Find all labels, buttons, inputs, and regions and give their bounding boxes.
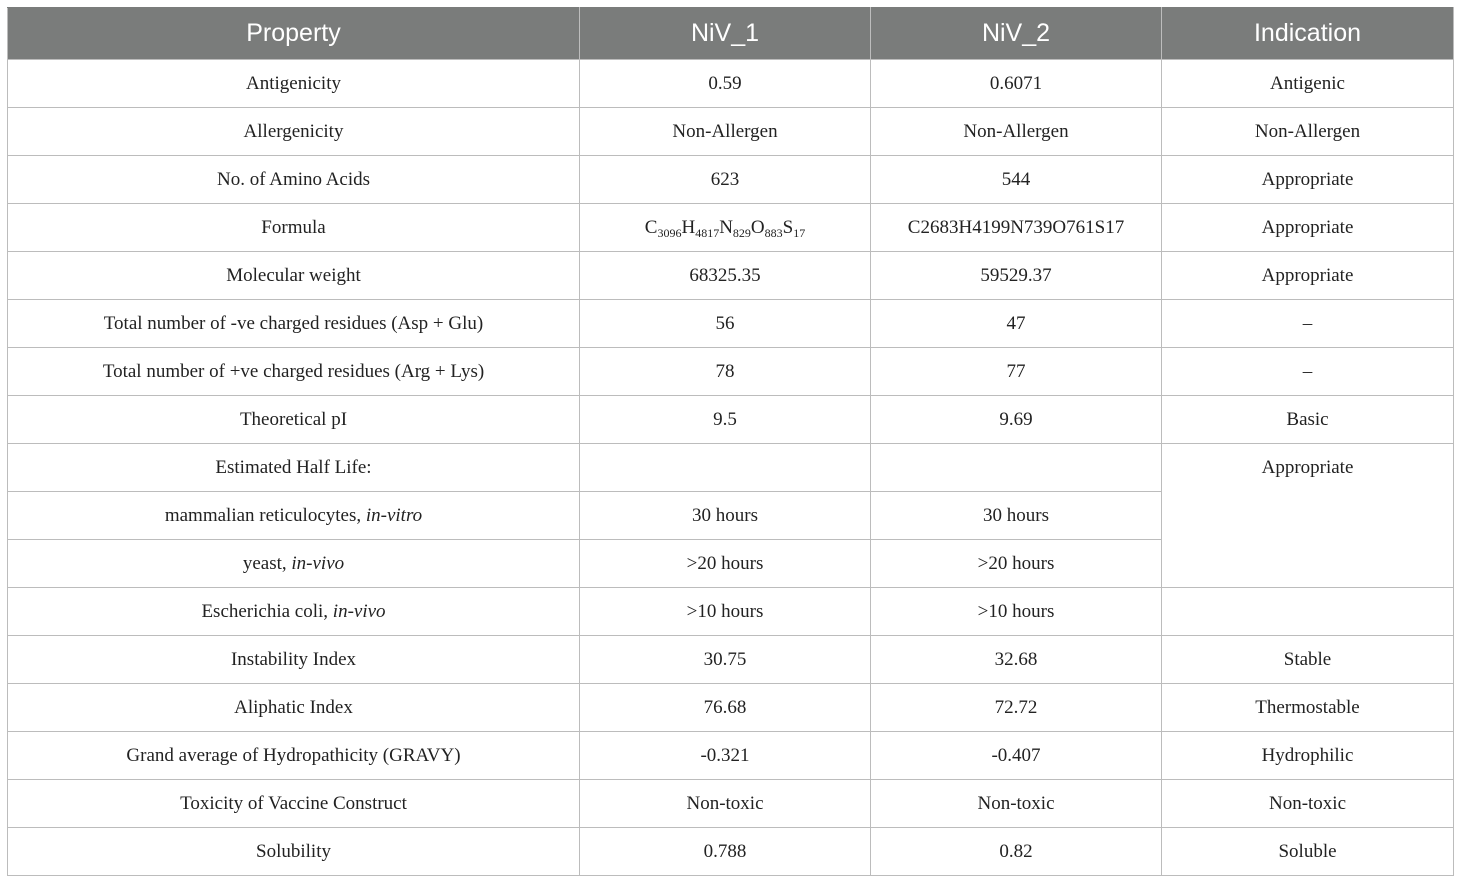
cell-niv2: 59529.37 <box>871 252 1162 300</box>
table-row <box>8 60 1454 108</box>
header-niv2: NiV_2 <box>871 8 1162 60</box>
cell-niv1: >20 hours <box>580 540 871 588</box>
cell-niv2: >20 hours <box>871 540 1162 588</box>
vaccine-properties-table <box>7 7 1454 876</box>
cell-indication: – <box>1162 300 1454 348</box>
half-life-condition: in-vitro <box>365 504 423 526</box>
cell-property <box>8 540 580 588</box>
cell-indication-half-life: Appropriate <box>1162 444 1454 588</box>
cell-property: Grand average of Hydropathicity (GRAVY) <box>8 732 580 780</box>
cell-niv1: 68325.35 <box>580 252 871 300</box>
table-row <box>8 108 1454 156</box>
cell-niv1: 0.59 <box>580 60 871 108</box>
cell-property: Total number of +ve charged residues (Arg + Lys) <box>8 348 580 396</box>
cell-niv2: 72.72 <box>871 684 1162 732</box>
cell-niv2: 47 <box>871 300 1162 348</box>
cell-property: Total number of -ve charged residues (Asp + Glu) <box>8 300 580 348</box>
cell-indication: Non-Allergen <box>1162 108 1454 156</box>
cell-property: Molecular weight <box>8 252 580 300</box>
table-row <box>8 684 1454 732</box>
cell-indication: Thermostable <box>1162 684 1454 732</box>
half-life-condition: in-vivo <box>291 552 345 574</box>
formula-h-count: 4817 <box>695 225 720 240</box>
cell-niv1: 623 <box>580 156 871 204</box>
table-row <box>8 444 1454 492</box>
cell-niv2: -0.407 <box>871 732 1162 780</box>
cell-niv1: 78 <box>580 348 871 396</box>
cell-niv2: 0.6071 <box>871 60 1162 108</box>
cell-property <box>8 588 580 636</box>
table-row <box>8 828 1454 876</box>
table-row <box>8 204 1454 252</box>
cell-property: Estimated Half Life: <box>8 444 580 492</box>
cell-niv2: 77 <box>871 348 1162 396</box>
cell-niv2: Non-toxic <box>871 780 1162 828</box>
properties-table-container <box>7 7 1453 876</box>
table-row <box>8 636 1454 684</box>
table-row <box>8 252 1454 300</box>
table-header-row <box>8 8 1454 60</box>
half-life-organism: yeast, <box>242 552 292 574</box>
cell-property: Theoretical pI <box>8 396 580 444</box>
header-niv1: NiV_1 <box>580 8 871 60</box>
cell-indication: Appropriate <box>1162 204 1454 252</box>
cell-niv2 <box>871 444 1162 492</box>
formula-o-count: 883 <box>764 225 783 240</box>
cell-niv2: Non-Allergen <box>871 108 1162 156</box>
header-indication: Indication <box>1162 8 1454 60</box>
cell-niv2: C2683H4199N739O761S17 <box>871 204 1162 252</box>
cell-property: Toxicity of Vaccine Construct <box>8 780 580 828</box>
cell-niv1: Non-Allergen <box>580 108 871 156</box>
cell-indication: Stable <box>1162 636 1454 684</box>
table-row <box>8 348 1454 396</box>
cell-indication: Appropriate <box>1162 252 1454 300</box>
cell-indication: Antigenic <box>1162 60 1454 108</box>
cell-property: Formula <box>8 204 580 252</box>
table-row <box>8 780 1454 828</box>
cell-indication: Hydrophilic <box>1162 732 1454 780</box>
cell-niv2: 9.69 <box>871 396 1162 444</box>
cell-property: Antigenicity <box>8 60 580 108</box>
cell-niv2: 0.82 <box>871 828 1162 876</box>
cell-property: Solubility <box>8 828 580 876</box>
half-life-condition: in-vivo <box>332 600 386 622</box>
cell-niv2: 544 <box>871 156 1162 204</box>
cell-indication-empty <box>1162 588 1454 636</box>
table-row <box>8 396 1454 444</box>
formula-n-count: 829 <box>732 225 751 240</box>
cell-indication: Appropriate <box>1162 156 1454 204</box>
cell-niv2: 32.68 <box>871 636 1162 684</box>
cell-indication: Soluble <box>1162 828 1454 876</box>
half-life-organism: mammalian reticulocytes, <box>164 504 366 526</box>
formula-c-count: 3096 <box>657 225 682 240</box>
cell-indication: Non-toxic <box>1162 780 1454 828</box>
cell-niv1: 30 hours <box>580 492 871 540</box>
cell-niv1: 76.68 <box>580 684 871 732</box>
table-row <box>8 300 1454 348</box>
cell-property: Aliphatic Index <box>8 684 580 732</box>
cell-niv1 <box>580 444 871 492</box>
cell-niv1: 0.788 <box>580 828 871 876</box>
cell-property: Allergenicity <box>8 108 580 156</box>
header-property: Property <box>8 8 580 60</box>
table-row <box>8 156 1454 204</box>
cell-niv1: 30.75 <box>580 636 871 684</box>
cell-niv1-formula: $C_{3096}H_{4817}N_{829}O_{883}S_{17}$ <box>580 204 871 252</box>
cell-indication: Basic <box>1162 396 1454 444</box>
table-row <box>8 732 1454 780</box>
table-row <box>8 588 1454 636</box>
cell-property: Instability Index <box>8 636 580 684</box>
cell-niv2: >10 hours <box>871 588 1162 636</box>
cell-indication: – <box>1162 348 1454 396</box>
cell-property <box>8 492 580 540</box>
cell-niv1: Non-toxic <box>580 780 871 828</box>
cell-niv2: 30 hours <box>871 492 1162 540</box>
cell-niv1: 9.5 <box>580 396 871 444</box>
cell-niv1: 56 <box>580 300 871 348</box>
cell-niv1: >10 hours <box>580 588 871 636</box>
half-life-organism: Escherichia coli, <box>201 600 333 622</box>
formula-s-count: 17 <box>793 225 806 240</box>
cell-property: No. of Amino Acids <box>8 156 580 204</box>
cell-niv1: -0.321 <box>580 732 871 780</box>
